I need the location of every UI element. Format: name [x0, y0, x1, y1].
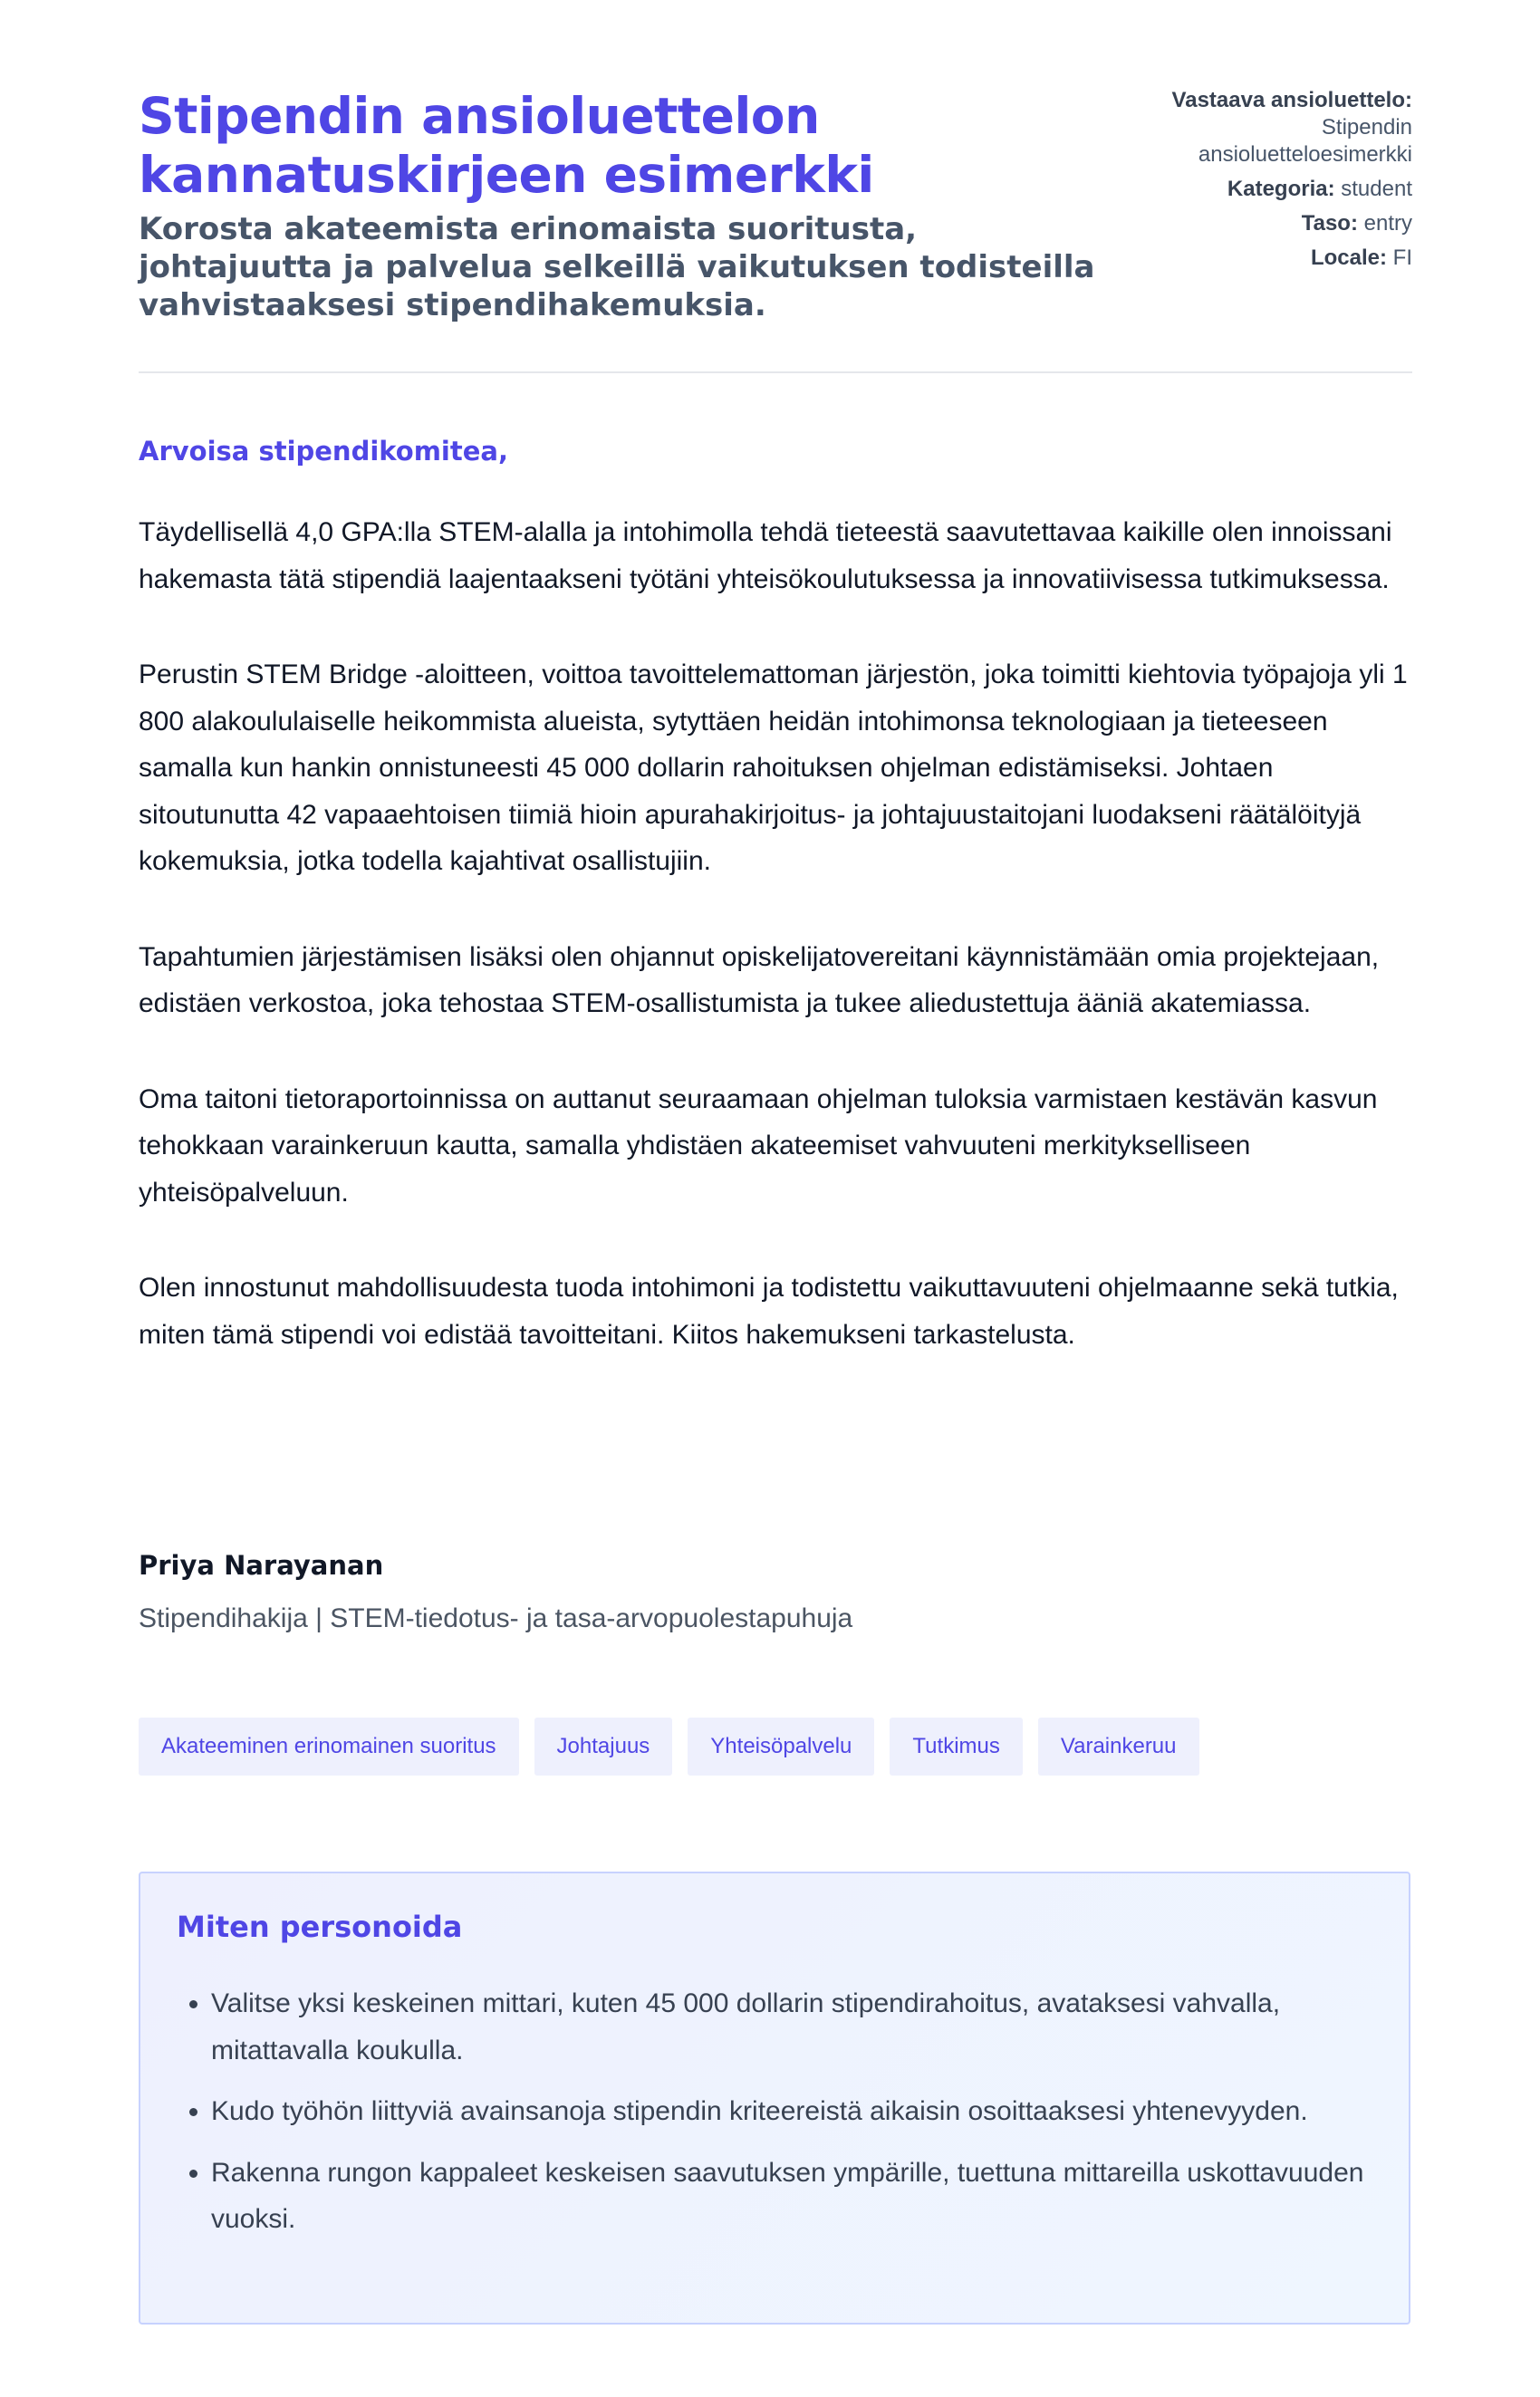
- meta-resume-label: Vastaava ansioluettelo:: [1171, 88, 1412, 112]
- meta-locale-value: FI: [1392, 245, 1412, 270]
- meta-level: [1113, 210, 1412, 237]
- tag-chip[interactable]: Varainkeruu: [1038, 1718, 1199, 1776]
- meta-category-value: student: [1341, 177, 1412, 201]
- page: [139, 0, 1412, 2234]
- page-subtitle: Korosta akateemista erinomaista suoritusta, johtajuutta ja palvelua selkeillä vaikutuksen todisteilla vahvistaaksesi stipendihakemuksia.: [139, 211, 1095, 323]
- signature-name: Priya Narayanan: [139, 1550, 384, 1581]
- letter-body: [139, 509, 1412, 1407]
- meta-locale: [1113, 245, 1412, 272]
- meta-panel: [1113, 87, 1412, 279]
- letter-paragraph: Olen innostunut mahdollisuudesta tuoda intohimoni ja todistettu vaikuttavuuteni ohjelmaanne sekä tutkia, miten tämä stipendi voi edistää tavoitteitani. Kiitos hakemukseni tarkastelusta.: [139, 1273, 1399, 1350]
- letter-paragraph: Tapahtumien järjestämisen lisäksi olen ohjannut opiskelijatovereitani käynnistämään omia projektejaan, edistäen verkostoa, joka tehostaa STEM-osallistumista ja tukee aliedustettuja ääniä akatemiassa.: [139, 941, 1380, 1018]
- tips-heading: Miten personoida: [177, 1910, 463, 1944]
- letter-paragraph: Täydellisellä 4,0 GPA:lla STEM-alalla ja intohimolla tehdä tieteestä saavutettavaa kaikille olen innoissani hakemasta tätä stipendiä laajentaakseni työtäni yhteisökoulutuksessa ja innovatiivisessa tutkimuksessa.: [139, 517, 1392, 594]
- meta-category: [1113, 176, 1412, 203]
- tip-item: • Valitse yksi keskeinen mittari, kuten 45 000 dollarin stipendirahoitus, avataksesi vahvalla, mitattavalla koukulla.: [211, 1980, 1407, 2074]
- letter-greeting: Arvoisa stipendikomitea,: [139, 436, 508, 467]
- tips-list: [177, 1980, 1407, 2257]
- meta-resume-link[interactable]: Stipendin ansioluetteloesimerkki: [1198, 115, 1412, 167]
- page-header: [139, 0, 1412, 373]
- meta-resume: [1113, 87, 1412, 168]
- meta-level-value: entry: [1363, 211, 1412, 236]
- meta-level-label: Taso:: [1301, 211, 1358, 236]
- tag-chip[interactable]: Yhteisöpalvelu: [688, 1718, 874, 1776]
- tag-list: [139, 1718, 1199, 1776]
- letter-paragraph: Oma taitoni tietoraportoinnissa on auttanut seuraamaan ohjelman tuloksia varmistaen kestävän kasvun tehokkaan varainkeruun kautta, samalla yhdistäen akateemiset vahvuuteni merkitykselliseen yhteisöpalveluun.: [139, 1083, 1378, 1208]
- tag-chip[interactable]: Johtajuus: [534, 1718, 673, 1776]
- page-title: Stipendin ansioluettelon kannatuskirjeen esimerkki: [139, 87, 874, 204]
- tip-item: • Rakenna rungon kappaleet keskeisen saavutuksen ympärille, tuettuna mittareilla uskottavuuden vuoksi.: [211, 2150, 1407, 2243]
- tag-chip[interactable]: Akateeminen erinomainen suoritus: [139, 1718, 519, 1776]
- meta-category-label: Kategoria:: [1227, 177, 1335, 201]
- meta-locale-label: Locale:: [1310, 245, 1387, 270]
- personalization-tips: [139, 1872, 1410, 2325]
- signature-role: Stipendihakija | STEM-tiedotus- ja tasa-arvopuolestapuhuja: [139, 1603, 853, 1633]
- tag-chip[interactable]: Tutkimus: [890, 1718, 1022, 1776]
- letter-paragraph: Perustin STEM Bridge -aloitteen, voittoa tavoittelemattoman järjestön, joka toimitti kiehtovia työpajoja yli 1 800 alakoululaiselle heikommista alueista, sytyttäen heidän intohimonsa teknologiaan ja tieteeseen samalla kun hankin onnistuneesti 45 000 dollarin rahoituksen ohjelman edistämiseksi. Johtaen sitoutunutta 42 vapaaehtoisen tiimiä hioin apurahakirjoitus- ja johtajuustaitojani luodakseni räätälöityjä kokemuksia, jotka todella kajahtivat osallistujiin.: [139, 659, 1408, 876]
- tip-item: • Kudo työhön liittyviä avainsanoja stipendin kriteereistä aikaisin osoittaaksesi yhtenevyyden.: [211, 2088, 1407, 2135]
